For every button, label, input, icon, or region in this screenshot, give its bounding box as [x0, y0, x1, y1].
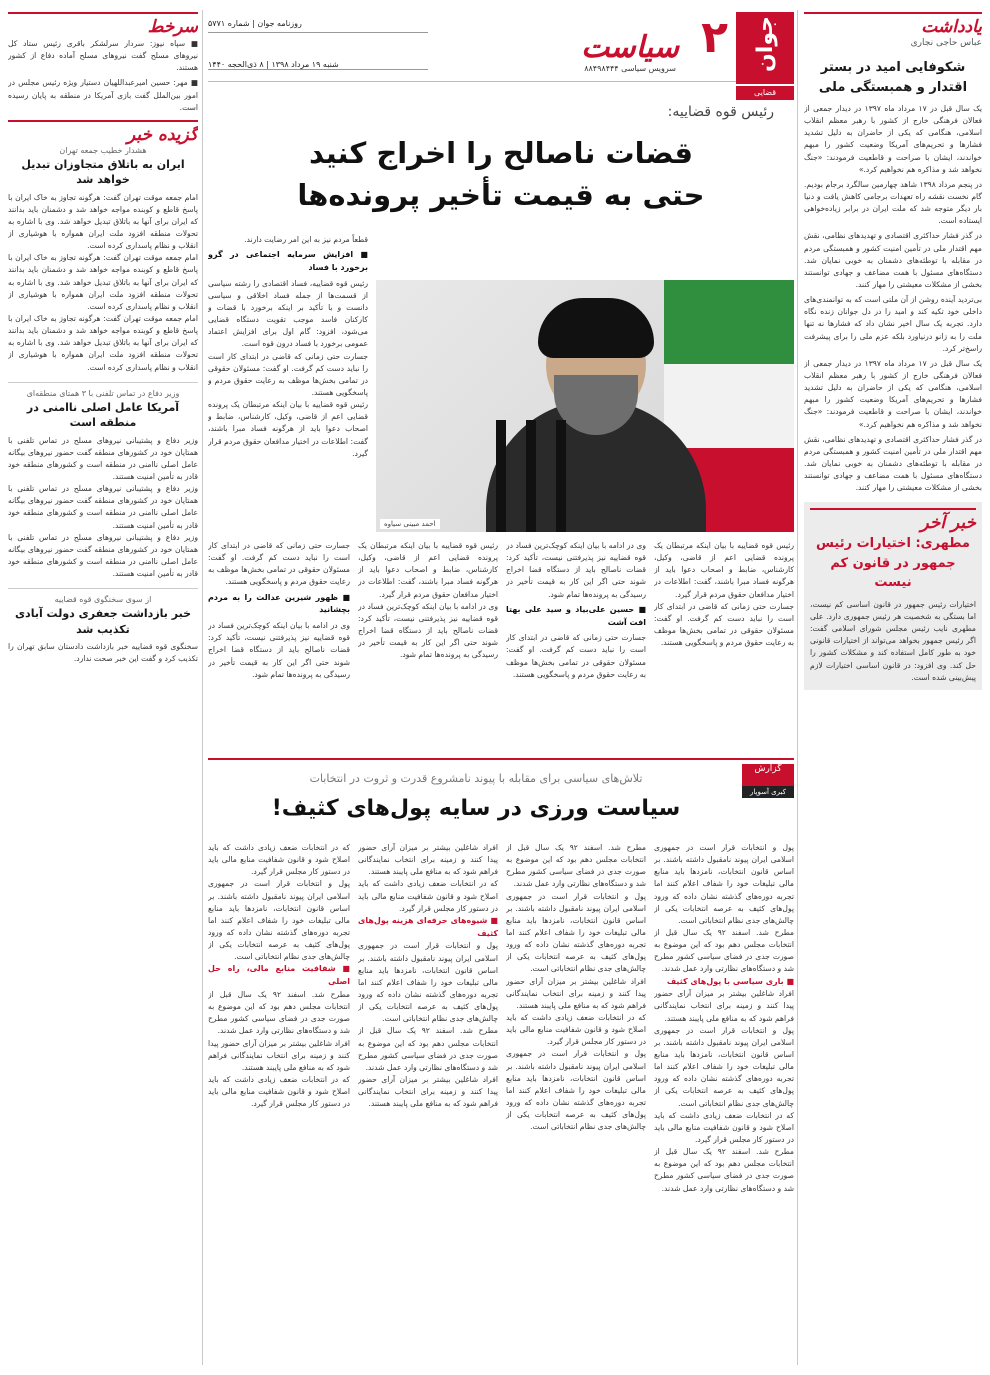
article-column [208, 540, 350, 752]
report-column [208, 842, 350, 1362]
subheading: ■ حسین علی‌بیاد و سید علی بهتا افت آشت [506, 604, 646, 627]
subheading: ■ باری سیاسی با پول‌های کثیف [666, 976, 794, 986]
paragraph: پول و انتخابات قرار است در جمهوری اسلامی ایران پیوند نامقبول داشته باشند. بر اساس قانون انتخابات، نامزدها باید منابع مالی تبلیغات خود را شفاف اعلام کنند اما تجربه دوره‌های گذشته نشان داده که ورود پول‌های کثیف به عرصه انتخابات یکی از چالش‌های جدی نظام انتخاباتی است. [208, 879, 350, 962]
article-column [358, 540, 498, 752]
news-body: سخنگوی قوه قضاییه خبر بازداشت دادستان سابق تهران را تکذیب کرد و گفت این خبر صحت ندارد. [8, 641, 198, 664]
paragraph: جسارت حتی زمانی که قاضی در ابتدای کار است را نباید دست کم گرفت. او گفت: مسئولان حقوقی در تمامی بخش‌ها موظف به رعایت حقوق مردم و پاسخگویی هستند. [208, 541, 350, 587]
paragraph: افراد شاغلین بیشتر بر میزان آرای حضور پیدا کنند و زمینه برای انتخاب نمایندگانی فراهم شود که به منافع ملی پایبند هستند. [208, 1038, 350, 1072]
divider [8, 382, 198, 383]
paragraph: که در انتخابات ضعف زیادی داشت که باید اصلاح شود و قانون شفافیت منابع مالی باید در دستور کار مجلس قرار گیرد. [208, 1074, 350, 1109]
paragraph: جسارت حتی زمانی که قاضی در ابتدای کار است را نباید دست کم گرفت. او گفت: مسئولان حقوقی در تمامی بخش‌ها موظف به رعایت حقوق مردم و پاسخگویی هستند. [506, 633, 646, 679]
column-rule [797, 10, 798, 1365]
paragraph: مطرح شد. اسفند ۹۲ یک سال قبل از انتخابات مجلس دهم بود که این موضوع به صورت جدی در فضای سیاسی کشور مطرح شد و دستگاه‌های نظارتی وارد عمل شدند. [654, 927, 794, 974]
list-item: ■ سپاه نیوز: سردار سرلشکر باقری رئیس ستاد کل نیروهای مسلح گفت نیروهای مسلح آماده دفاع از کشور هستند. [8, 39, 198, 73]
paragraph: رئیس قوه قضاییه با بیان اینکه مرتبطان یک پرونده قضایی اعم از قاضی، وکیل، کارشناس، ضابط و اصحاب دعوا باید از هرگونه فساد مبرا باشند، گفت: اطلاعات در اختیار مدافعان حقوق مردم قرار گیرد. [208, 400, 368, 458]
headline-line: حتی به قیمت تأخیر پرونده‌ها [297, 178, 705, 213]
paragraph: افراد شاغلین بیشتر بر میزان آرای حضور پیدا کنند و زمینه برای انتخاب نمایندگانی فراهم شود که به منافع ملی پایبند هستند. [358, 843, 498, 877]
section-title: سرخط [147, 17, 198, 37]
section-title: گزیده خبر [127, 124, 198, 145]
divider [8, 588, 198, 589]
section-title: یادداشت [921, 17, 982, 37]
box-body: اختیارات رئیس جمهور در قانون اساسی کم نیست، اما بستگی به شخصیت هر رئیس جمهوری دارد. علی مطهری نایب رئیس مجلس شورای اسلامی گفت: اگر رئیس جمهور بخواهد می‌تواند از اختیارات قانونی خود به طور کامل استفاده کند و مشکلات کشور را حل کند. وی افزود: در قانون اساسی اختیارات لازم پیش‌بینی شده است. [810, 599, 976, 682]
headline-kicker: رئیس قوه قضاییه: [667, 104, 774, 120]
box-title: مطهری: اختیارات رئیس جمهور در قانون کم نیست [816, 536, 970, 591]
flag-stripe [664, 280, 794, 364]
article-column [208, 234, 368, 534]
paragraph: قطعاً مردم نیز به این امر رضایت دارند. [244, 235, 368, 244]
article-column [654, 540, 794, 752]
issue-date: شنبه ۱۹ مرداد ۱۳۹۸ | ۸ ذی‌الحجه ۱۴۴۰ [208, 60, 428, 70]
subheading: ■ افزایش سرمایه اجتماعی در گرو برخورد با فساد [208, 250, 368, 272]
paragraph: جسارت حتی زمانی که قاضی در ابتدای کار است را نباید دست کم گرفت. او گفت: مسئولان حقوقی در تمامی بخش‌ها موظف به رعایت حقوق مردم و پاسخگویی هستند. [208, 351, 368, 397]
newspaper-logo [736, 12, 794, 84]
subheading: ■ شفافیت منابع مالی، راه حل اصلی [208, 964, 350, 987]
figure-turban [538, 298, 654, 358]
news-item [8, 595, 198, 665]
report-kicker: تلاش‌های سیاسی برای مقابله با پیوند نامشروع قدرت و ثروت در انتخابات [309, 772, 643, 785]
paragraph: پول و انتخابات قرار است در جمهوری اسلامی ایران پیوند نامقبول داشته باشند. بر اساس قانون انتخابات، نامزدها باید منابع مالی تبلیغات خود را شفاف اعلام کنند اما تجربه دوره‌های گذشته نشان داده که ورود پول‌های کثیف به عرصه انتخابات یکی از چالش‌های جدی نظام انتخاباتی است. [654, 1025, 794, 1108]
paragraph: یک سال قبل در ۱۷ مرداد ماه ۱۳۹۷ در دیدار جمعی از فعالان فرهنگی خارج از کشور با رهبر معظم انقلاب اسلامی، هنگامی که یکی از حاضران به دلیل تشدید فشارها و تحریم‌های آمریکا وضعیت کشور را مبهم خواندند، ایشان با صراحت و قاطعیت فرمودند: «جنگ نخواهد شد و مذاکره هم نخواهیم کرد.» [804, 358, 982, 429]
section-brand: سیاست [581, 30, 679, 65]
headline-line: قضات ناصالح را اخراج کنید [308, 136, 694, 170]
news-kicker: از سوی سخنگوی قوه قضاییه [54, 595, 152, 605]
microphone [496, 420, 506, 532]
news-body: وزیر دفاع و پشتیبانی نیروهای مسلح در تماس تلفنی با همتایان خود در کشورهای منطقه گفت حضور نیروهای بیگانه عامل اصلی ناامنی در منطقه است و کشورهای منطقه خود قادر به تأمین امنیت هستند. [8, 532, 198, 579]
list-item: ■ مهر: حسین امیرعبداللهیان دستیار ویژه رئیس مجلس در امور بین‌الملل گفت بازی آمریکا در منطقه به پایان رسیده است. [8, 78, 198, 112]
paragraph: که در انتخابات ضعف زیادی داشت که باید اصلاح شود و قانون شفافیت منابع مالی باید در دستور کار مجلس قرار گیرد. [506, 1012, 646, 1047]
paragraph: جسارت حتی زمانی که قاضی در ابتدای کار است را نباید دست کم گرفت. او گفت: مسئولان حقوقی در تمامی بخش‌ها موظف به رعایت حقوق مردم و پاسخگویی هستند. [654, 601, 794, 648]
main-headline [208, 132, 794, 216]
paragraph: مطرح شد. اسفند ۹۲ یک سال قبل از انتخابات مجلس دهم بود که این موضوع به صورت جدی در فضای سیاسی کشور مطرح شد و دستگاه‌های نظارتی وارد عمل شدند. [358, 1026, 498, 1072]
paragraph: افراد شاغلین بیشتر بر میزان آرای حضور پیدا کنند و زمینه برای انتخاب نمایندگانی فراهم شود که به منافع ملی پایبند هستند. [358, 1074, 498, 1109]
news-item [8, 389, 198, 580]
masthead [208, 12, 794, 82]
paragraph: افراد شاغلین بیشتر بر میزان آرای حضور پیدا کنند و زمینه برای انتخاب نمایندگانی فراهم شود که به منافع ملی پایبند هستند. [654, 989, 794, 1023]
paragraph: وی در ادامه با بیان اینکه کوچک‌ترین فساد در قوه قضاییه نیز پذیرفتنی نیست، تأکید کرد: قضات ناصالح باید از دستگاه قضا اخراج شوند حتی اگر این کار به قیمت تأخیر در رسیدگی به پرونده‌ها تمام شود. [208, 621, 350, 679]
subheading: ■ شیوه‌های حرفه‌ای هزینه پول‌های کثیف [358, 915, 498, 938]
news-kicker: وزیر دفاع در تماس تلفنی با ۳ همتای منطقه‌ای [26, 388, 180, 398]
left-column [8, 12, 198, 1365]
section-tag: قضایی [736, 86, 794, 100]
flag-stripe [664, 364, 794, 448]
section-divider [208, 758, 794, 760]
paragraph: افراد شاغلین بیشتر بر میزان آرای حضور پیدا کنند و زمینه برای انتخاب نمایندگانی فراهم شود که به منافع ملی پایبند هستند. [506, 976, 646, 1010]
news-body: امام جمعه موقت تهران گفت: هرگونه تجاوز به خاک ایران با پاسخ قاطع و کوبنده مواجه خواهد شد و دشمنان باید بدانند که ایران برای آنها به باتلاق تبدیل خواهد شد. وی با اشاره به تحولات منطقه افزود ملت ایران همواره با هوشیاری از انقلاب و نظام پاسداری کرده است. [8, 314, 198, 372]
news-body: امام جمعه موقت تهران گفت: هرگونه تجاوز به خاک ایران با پاسخ قاطع و کوبنده مواجه خواهد شد و دشمنان باید بدانند که ایران برای آنها به باتلاق تبدیل خواهد شد. وی با اشاره به تحولات منطقه افزود ملت ایران همواره با هوشیاری از انقلاب و نظام پاسداری کرده است. [8, 253, 198, 311]
last-news-box [804, 502, 982, 689]
subheading: ■ ظهور شیرین عدالت را به مردم بچشانید [208, 592, 350, 615]
news-headline: آمریکا عامل اصلی ناامنی در منطقه است [26, 400, 180, 430]
report-tag: گزارش [742, 764, 794, 786]
news-item [8, 146, 198, 374]
paragraph: رئیس قوه قضاییه با بیان اینکه مرتبطان یک پرونده قضایی اعم از قاضی، وکیل، کارشناس، ضابط و اصحاب دعوا باید از هرگونه فساد مبرا باشند، گفت: اطلاعات در اختیار مدافعان حقوق مردم قرار گیرد. [654, 541, 794, 599]
news-kicker: هشدار خطیب جمعه تهران [59, 145, 147, 155]
paragraph: پول و انتخابات قرار است در جمهوری اسلامی ایران پیوند نامقبول داشته باشند. بر اساس قانون انتخابات، نامزدها باید منابع مالی تبلیغات خود را شفاف اعلام کنند اما تجربه دوره‌های گذشته نشان داده که ورود پول‌های کثیف به عرصه انتخابات یکی از چالش‌های جدی نظام انتخاباتی است. [506, 1049, 646, 1132]
section-header [804, 12, 982, 37]
article-column [506, 540, 646, 752]
report-author: کبری آسوپار [742, 786, 794, 798]
paragraph: مطرح شد. اسفند ۹۲ یک سال قبل از انتخابات مجلس دهم بود که این موضوع به صورت جدی در فضای سیاسی کشور مطرح شد و دستگاه‌های نظارتی وارد عمل شدند. [654, 1147, 794, 1193]
paragraph: که در انتخابات ضعف زیادی داشت که باید اصلاح شود و قانون شفافیت منابع مالی باید در دستور کار مجلس قرار گیرد. [654, 1110, 794, 1145]
paragraph: وی در ادامه با بیان اینکه کوچک‌ترین فساد در قوه قضاییه نیز پذیرفتنی نیست، تأکید کرد: قضات ناصالح باید از دستگاه قضا اخراج شوند حتی اگر این کار به قیمت تأخیر در رسیدگی به پرونده‌ها تمام شود. [506, 541, 646, 599]
paragraph: پول و انتخابات قرار است در جمهوری اسلامی ایران پیوند نامقبول داشته باشند. بر اساس قانون انتخابات، نامزدها باید منابع مالی تبلیغات خود را شفاف اعلام کنند اما تجربه دوره‌های گذشته نشان داده که ورود پول‌های کثیف به عرصه انتخابات یکی از چالش‌های جدی نظام انتخاباتی است. [654, 843, 794, 925]
paragraph: پول و انتخابات قرار است در جمهوری اسلامی ایران پیوند نامقبول داشته باشند. بر اساس قانون انتخابات، نامزدها باید منابع مالی تبلیغات خود را شفاف اعلام کنند اما تجربه دوره‌های گذشته نشان داده که ورود پول‌های کثیف به عرصه انتخابات یکی از چالش‌های جدی نظام انتخاباتی است. [506, 891, 646, 974]
author-name: عباس حاجی نجاری [910, 38, 982, 48]
section-phone: سرویس سیاسی ۸۸۴۹۸۴۴۴ [584, 64, 676, 73]
page-number: ۲ [701, 12, 728, 63]
paragraph: که در انتخابات ضعف زیادی داشت که باید اصلاح شود و قانون شفافیت منابع مالی باید در دستور کار مجلس قرار گیرد. [358, 879, 498, 913]
column-rule [202, 10, 203, 1365]
photo-credit: احمد مبینی سیاوه [380, 519, 440, 529]
article-photo [376, 280, 794, 532]
paragraph: وی در ادامه با بیان اینکه کوچک‌ترین فساد در قوه قضاییه نیز پذیرفتنی نیست، تأکید کرد: قضات ناصالح باید از دستگاه قضا اخراج شوند حتی اگر این کار به قیمت تأخیر در رسیدگی به پرونده‌ها تمام شود. [358, 601, 498, 660]
section-header [810, 508, 976, 534]
news-body: امام جمعه موقت تهران گفت: هرگونه تجاوز به خاک ایران با پاسخ قاطع و کوبنده مواجه خواهد شد و دشمنان باید بدانند که ایران برای آنها به باتلاق تبدیل خواهد شد. وی با اشاره به تحولات منطقه افزود ملت ایران همواره با هوشیاری از انقلاب و نظام پاسداری کرده است. [8, 192, 198, 251]
column-title: شکوفایی امید در بستر اقتدار و همبستگی ملی [818, 60, 968, 95]
section-header [8, 120, 198, 145]
paragraph: بی‌تردید آینده روشن از آن ملتی است که به توانمندی‌های داخلی خود تکیه کند و امید را در دل جوانان زنده نگاه دارد. تجربه یک سال اخیر نشان داد که فشارها نه تنها ملت را به زانو درنیاورد بلکه عزم ملی را برای پیشرفت راسخ‌تر کرد. [804, 295, 982, 353]
section-header [8, 12, 198, 37]
paragraph: در پنجم مرداد ۱۳۹۸ شاهد چهارمین سالگرد برجام بودیم. گام نخست نقشه راه تعهدات برجامی کاهش یافت و دنیا بار دیگر متوجه شد که ملت ایران در برابر زیاده‌خواهی ایستاده است. [804, 179, 982, 226]
report-headline: سیاست ورزی در سایه پول‌های کثیف! [271, 796, 681, 821]
microphone [556, 420, 566, 532]
news-body: وزیر دفاع و پشتیبانی نیروهای مسلح در تماس تلفنی با همتایان خود در کشورهای منطقه گفت حضور نیروهای بیگانه عامل اصلی ناامنی در منطقه است و کشورهای منطقه خود قادر به تأمین امنیت هستند. [8, 435, 198, 481]
microphone [526, 420, 536, 532]
right-column [804, 12, 982, 1365]
news-body: وزیر دفاع و پشتیبانی نیروهای مسلح در تماس تلفنی با همتایان خود در کشورهای منطقه گفت حضور نیروهای بیگانه عامل اصلی ناامنی در منطقه است و کشورهای منطقه خود قادر به تأمین امنیت هستند. [8, 484, 198, 530]
paragraph: در گذر فشار حداکثری اقتصادی و تهدیدهای نظامی، نقش مهم اقتدار ملی در تأمین امنیت کشور و همبستگی مردم در مقابله با توطئه‌های دشمنان به خوبی نمایان شد. دستگاه‌های مسئول با همت مضاعف و جهادی توانستند بخشی از مشکلات معیشتی را مهار کنند. [804, 434, 982, 493]
report-column [358, 842, 498, 1362]
report-column [654, 842, 794, 1362]
paragraph: مطرح شد. اسفند ۹۲ یک سال قبل از انتخابات مجلس دهم بود که این موضوع به صورت جدی در فضای سیاسی کشور مطرح شد و دستگاه‌های نظارتی وارد عمل شدند. [208, 990, 350, 1036]
headlines-list [8, 38, 198, 114]
main-section [208, 12, 794, 1365]
paragraph: رئیس قوه قضاییه با بیان اینکه مرتبطان یک پرونده قضایی اعم از قاضی، وکیل، کارشناس، ضابط و اصحاب دعوا باید از هرگونه فساد مبرا باشند، گفت: اطلاعات در اختیار مدافعان حقوق مردم قرار گیرد. [358, 541, 498, 599]
paragraph: که در انتخابات ضعف زیادی داشت که باید اصلاح شود و قانون شفافیت منابع مالی باید در دستور کار مجلس قرار گیرد. [208, 843, 350, 877]
logo-text: جوان [752, 16, 778, 72]
news-headline: خبر بازداشت جعفری دولت آبادی تکذیب شد [14, 607, 192, 636]
paragraph: در گذر فشار حداکثری اقتصادی و تهدیدهای نظامی، نقش مهم اقتدار ملی در تأمین امنیت کشور و همبستگی مردم در مقابله با توطئه‌های دشمنان به خوبی نمایان شد. دستگاه‌های مسئول با همت مضاعف و جهادی توانستند بخشی از مشکلات معیشتی را مهار کنند. [804, 231, 982, 289]
paragraph: یک سال قبل در ۱۷ مرداد ماه ۱۳۹۷ در دیدار جمعی از فعالان فرهنگی خارج از کشور با رهبر معظم انقلاب اسلامی، هنگامی که یکی از حاضران به دلیل تشدید فشارها و تحریم‌های آمریکا وضعیت کشور را مبهم خواندند، ایشان با صراحت و قاطعیت فرمودند: «جنگ نخواهد شد و مذاکره هم نخواهیم کرد.» [804, 104, 982, 174]
paragraph: پول و انتخابات قرار است در جمهوری اسلامی ایران پیوند نامقبول داشته باشند. بر اساس قانون انتخابات، نامزدها باید منابع مالی تبلیغات خود را شفاف اعلام کنند اما تجربه دوره‌های گذشته نشان داده که ورود پول‌های کثیف به عرصه انتخابات یکی از چالش‌های جدی نظام انتخاباتی است. [358, 941, 498, 1024]
paragraph: مطرح شد. اسفند ۹۲ یک سال قبل از انتخابات مجلس دهم بود که این موضوع به صورت جدی در فضای سیاسی کشور مطرح شد و دستگاه‌های نظارتی وارد عمل شدند. [506, 843, 646, 889]
news-headline: ایران به باتلاق متجاوزان تبدیل خواهد شد [21, 157, 185, 187]
paragraph: رئیس قوه قضاییه، فساد اقتصادی را رشته سیاسی از قسمت‌ها از جمله فساد اخلاقی و سیاسی دانست و با تأکید بر اینکه برخورد با قضات و کارکنان فاسد موجب تقویت دستگاه قضایی می‌شود، افزود: گام اول برای افزایش اعتماد عمومی برخورد با فساد درون قوه است. [208, 278, 368, 349]
column-body [804, 103, 982, 494]
section-title: خبر آخر [920, 513, 976, 534]
report-column [506, 842, 646, 1362]
issue-info: روزنامه جوان | شماره ۵۷۷۱ [208, 18, 428, 33]
